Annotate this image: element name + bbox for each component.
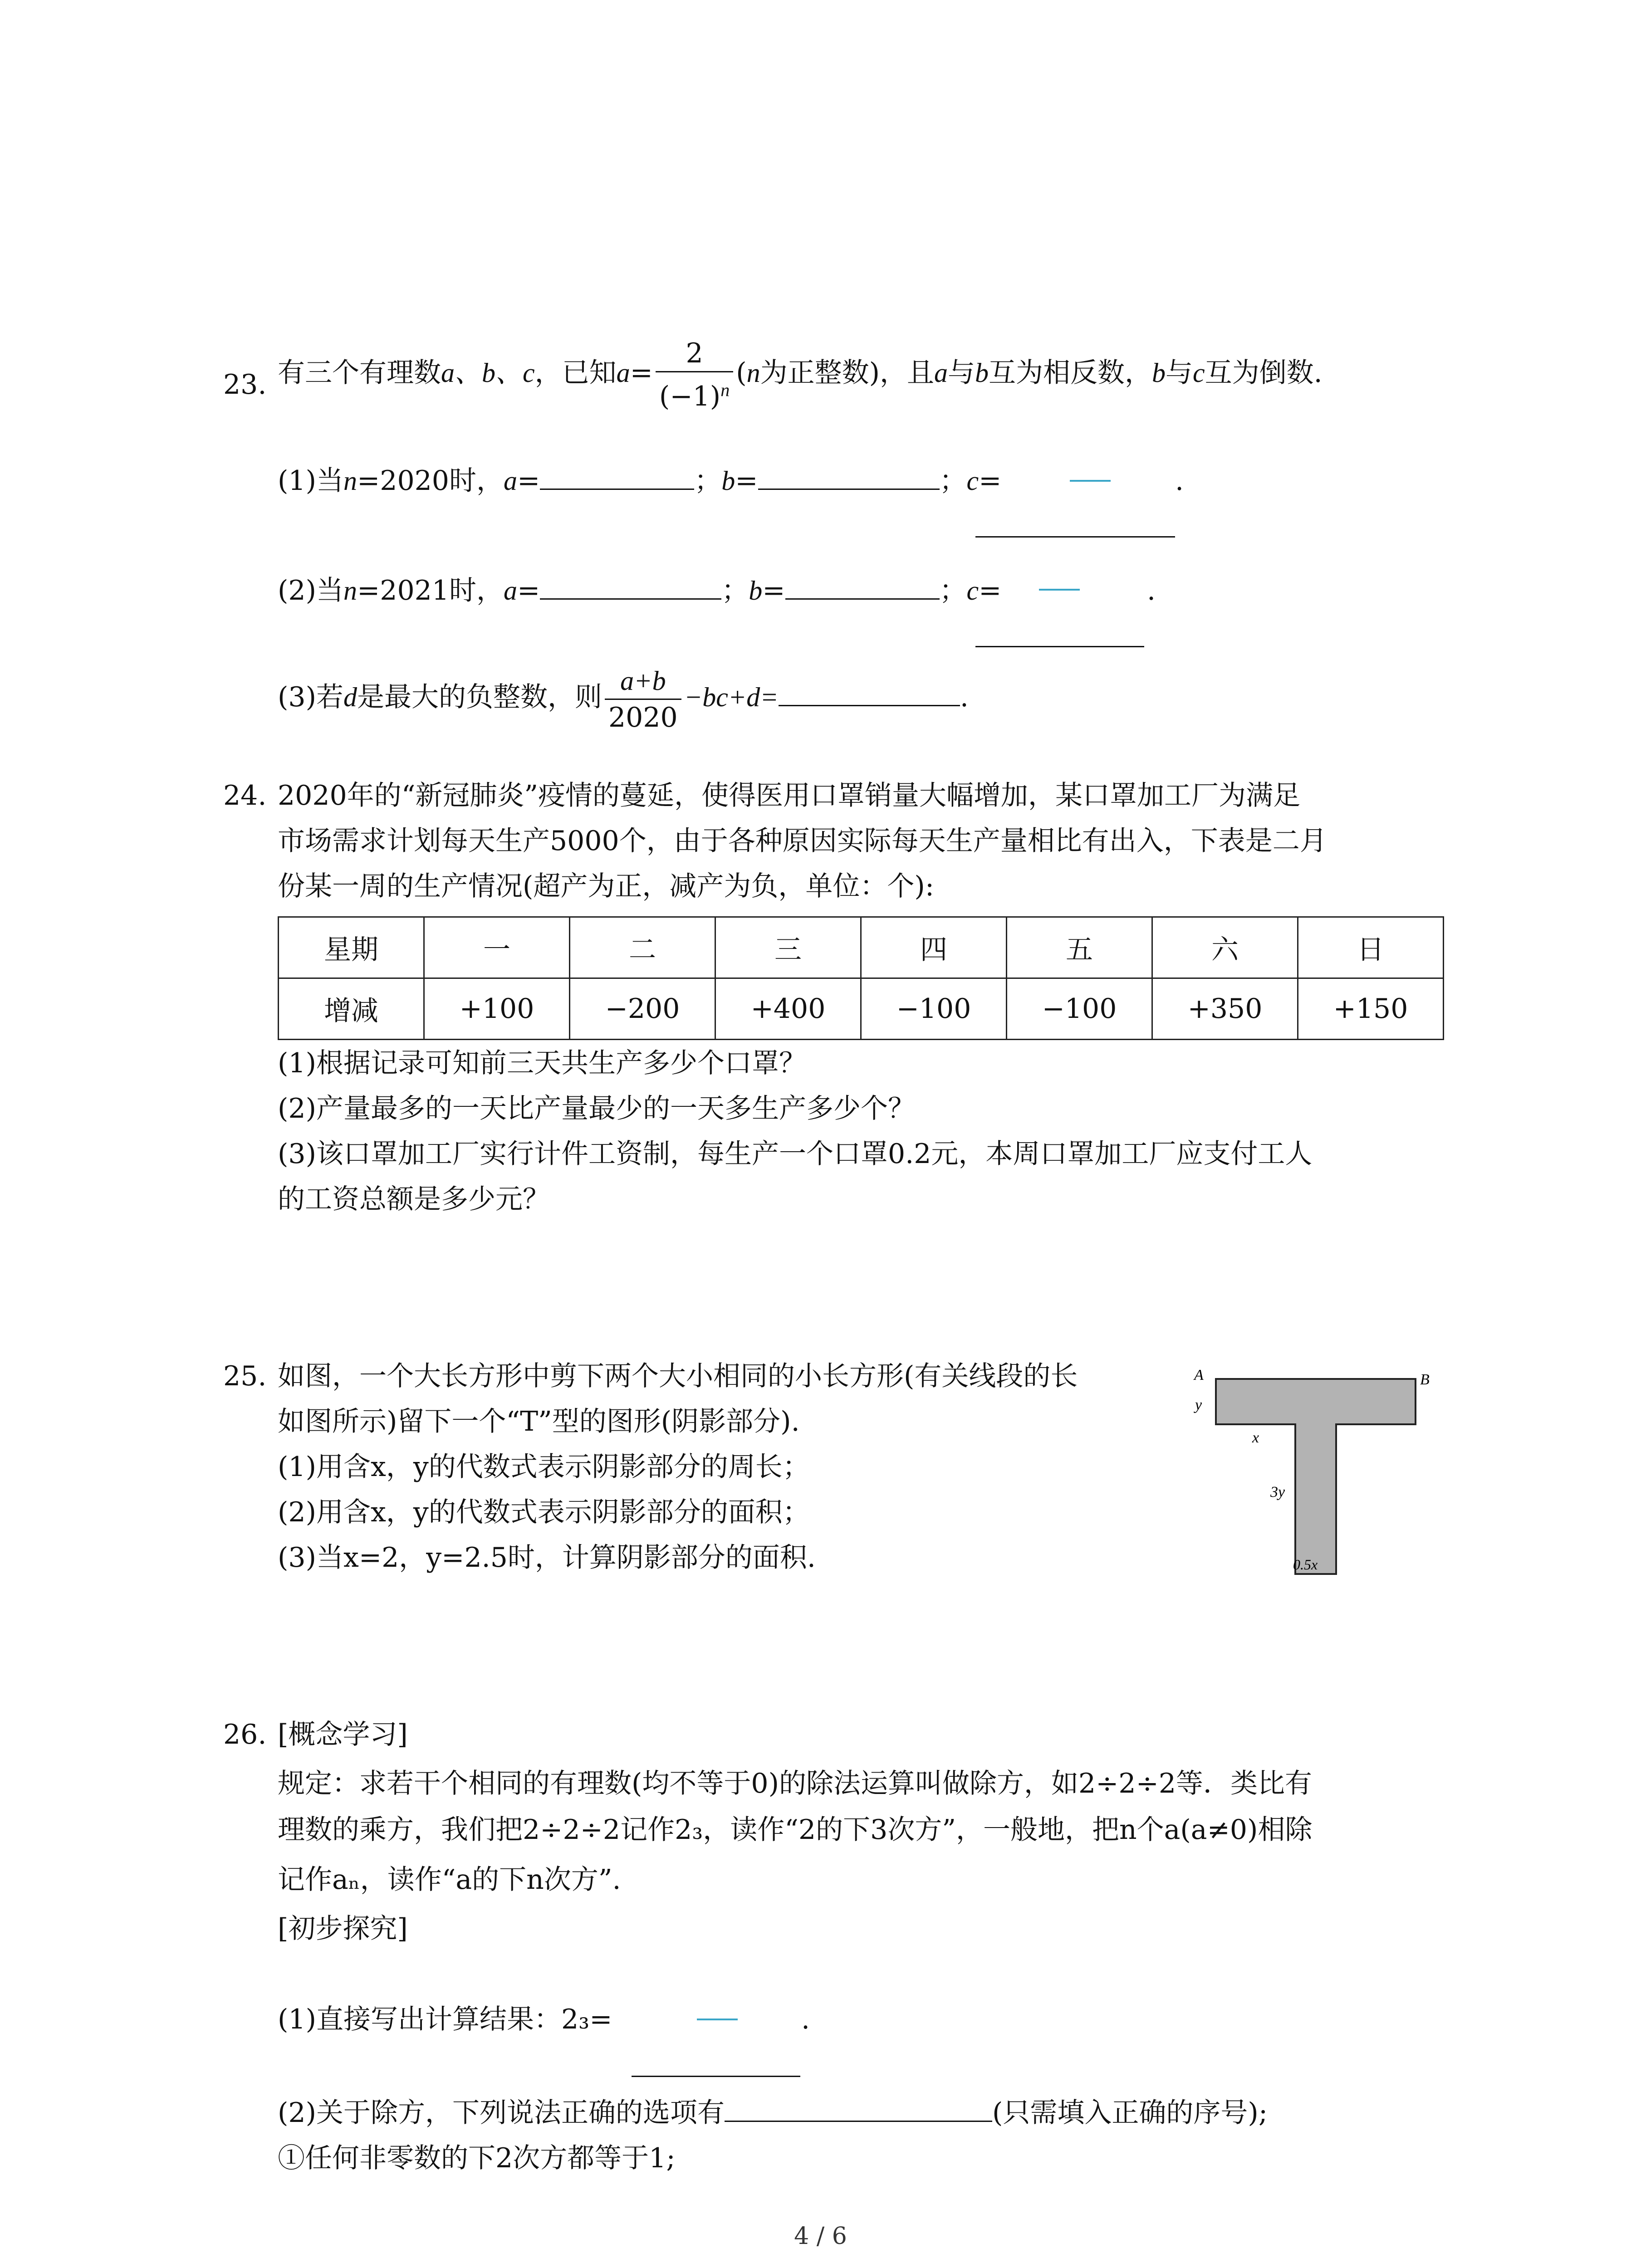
q26-line1: 规定：求若干个相同的有理数(均不等于0)的除法运算叫做除方，如2÷2÷2等．类比有 (278, 1768, 1313, 1799)
table-cell-day: 三 (715, 917, 861, 978)
q26-p1-answer-dash (697, 2019, 738, 2020)
table-row-days (279, 917, 1444, 978)
t-shape-figure (1180, 1356, 1452, 1592)
q25-sub2: (2)用含x，y的代数式表示阴影部分的面积； (278, 1496, 810, 1528)
q23-part2: (2)当n=2021时，a= ；b= ；c= (278, 572, 1001, 610)
q26-p2-blank[interactable] (725, 2095, 992, 2122)
table-cell-value: −100 (1007, 978, 1152, 1040)
q24-line1: 2020年的“新冠肺炎”疫情的蔓延，使得医用口罩销量大幅增加，某口罩加工厂为满足 (278, 780, 1301, 811)
q23-p2-c-blank[interactable] (975, 646, 1144, 647)
label-0-5x: 0.5x (1293, 1556, 1318, 1573)
label-b: B (1420, 1371, 1430, 1388)
page-number: 4 / 6 (794, 2223, 847, 2250)
q25-line2: 如图所示)留下一个“T”型的图形(阴影部分). (278, 1406, 800, 1437)
q26-p1-blank[interactable] (632, 2076, 800, 2077)
exam-page: 23. 有三个有理数a、b、c，已知a= $\frac{2}{(-1)^n}$ (n为正整数)，且a与b互为相反数，b与c互为倒数. (1)当n=2020时，a= ；b= ；c= . (2)当n=2021时，a= ；b= ；c= . (3)若d是最大的负整数，则 $\frac{a+b}{2020}$ −bc+d= . 24. 2020年的“新冠肺炎”疫情的蔓延，使得医用口罩销量大幅增加，某口罩加工厂为满足 市场需求计划每天生产5000个，由于各种原因实际每天生产量相比有出入，下表是二月 份某一周的生产情况(超产为正，减产为负，单位：个): 星期 一 二 三 四 五 六 日 增减 +100 −200 +400 −100 −100 +350 +150 (1)根据记录可知前三天共生产多少个口罩？ (2)产量最多的一天比产量最少的一天多生产多少个？ (3)该口罩加工厂实行计件工资制，每生产一个口罩0.2元，本周口罩加工厂应支付工人 的工资总额是多少元？ 25. 如图，一个大长方形中剪下两个大小相同的小长方形(有关线段的长 如图所示)留下一个“T”型的图形(阴影部分). (1)用含x，y的代数式表示阴影部分的周长； (2)用含x，y的代数式表示阴影部分的面积； (3)当x=2，y=2.5时，计算阴影部分的面积. A B y x 3y 0.5x 26. [概念学习] 规定：求若干个相同的有理数(均不等于0)的除法运算叫做除方，如2÷2÷2等．类比有 理数的乘方，我们把2÷2÷2记作2₃，读作“2的下3次方”，一般地，把n个a(a≠0)相除 记作aₙ，读作“a的下n次方”. [初步探究] (1)直接写出计算结果：2₃= . (2)关于除方，下列说法正确的选项有 (只需填入正确的序号); ①任何非零数的下2次方都等于1; 4 / 6 (0, 0, 1641, 2268)
table-cell-value: +350 (1152, 978, 1298, 1040)
table-cell-value: −100 (861, 978, 1007, 1040)
q23-p1-b-blank[interactable] (758, 463, 940, 490)
q24-sub1: (1)根据记录可知前三天共生产多少个口罩？ (278, 1047, 806, 1079)
table-header-change: 增减 (279, 978, 424, 1040)
q24-sub3a: (3)该口罩加工厂实行计件工资制，每生产一个口罩0.2元，本周口罩加工厂应支付工人 (278, 1138, 1313, 1170)
q23-part1: (1)当n=2020时，a= ；b= ；c= (278, 462, 1001, 500)
q23-p2-a-blank[interactable] (540, 573, 721, 600)
q26-part2: (2)关于除方，下列说法正确的选项有 (只需填入正确的序号); (278, 2094, 1268, 2132)
q23-p3-fraction: $\frac{a+b}{2020}$ (605, 663, 681, 735)
table-header-weekday: 星期 (279, 917, 424, 978)
label-a: A (1194, 1367, 1204, 1383)
q25-sub3: (3)当x=2，y=2.5时，计算阴影部分的面积. (278, 1542, 816, 1574)
q24-number: 24. (223, 780, 267, 811)
label-x: x (1252, 1429, 1259, 1446)
table-cell-day: 一 (424, 917, 570, 978)
q26-part1: (1)直接写出计算结果：2₃= (278, 2004, 612, 2035)
q23-p1-c-blank[interactable] (975, 536, 1175, 538)
table-cell-value: +150 (1298, 978, 1444, 1040)
q25-line1: 如图，一个大长方形中剪下两个大小相同的小长方形(有关线段的长 (278, 1360, 1078, 1392)
table-cell-day: 日 (1298, 917, 1444, 978)
table-cell-day: 二 (570, 917, 715, 978)
q26-explore-title: [初步探究] (278, 1913, 408, 1945)
table-cell-day: 六 (1152, 917, 1298, 978)
q23-p2-b-blank[interactable] (785, 573, 940, 600)
q24-line2: 市场需求计划每天生产5000个，由于各种原因实际每天生产量相比有出入，下表是二月 (278, 825, 1327, 857)
q23-part3: (3)若d是最大的负整数，则 $\frac{a+b}{2020}$ −bc+d= . (278, 663, 969, 735)
q26-option1: ①任何非零数的下2次方都等于1; (278, 2142, 676, 2174)
q26-concept-title: [概念学习] (278, 1719, 408, 1750)
q26-line3: 记作aₙ，读作“a的下n次方”. (278, 1864, 621, 1896)
t-shape-shaded (1216, 1379, 1416, 1574)
q23-p3-blank[interactable] (779, 679, 960, 706)
table-cell-value: +400 (715, 978, 861, 1040)
q23-number: 23. (223, 369, 267, 401)
q26-line2: 理数的乘方，我们把2÷2÷2记作2₃，读作“2的下3次方”，一般地，把n个a(a≠0)相除 (278, 1814, 1313, 1846)
table-cell-value: −200 (570, 978, 715, 1040)
q26-number: 26. (223, 1719, 267, 1750)
table-cell-value: +100 (424, 978, 570, 1040)
q23-stem: 有三个有理数a、b、c，已知a= $\frac{2}{(-1)^n}$ (n为正整数)，且a与b互为相反数，b与c互为倒数. (278, 336, 1323, 414)
label-y: y (1195, 1397, 1202, 1413)
q24-sub3b: 的工资总额是多少元？ (278, 1183, 550, 1215)
production-table (278, 916, 1444, 1040)
q24-sub2: (2)产量最多的一天比产量最少的一天多生产多少个？ (278, 1093, 915, 1124)
label-3y: 3y (1270, 1484, 1285, 1501)
q23-p1-c-answer-dash (1070, 480, 1111, 482)
q23-vars: a、b、c (441, 358, 535, 388)
q23-fraction: $\frac{2}{(-1)^n}$ (656, 336, 733, 414)
q25-sub1: (1)用含x，y的代数式表示阴影部分的周长； (278, 1451, 810, 1483)
q25-number: 25. (223, 1360, 267, 1392)
q24-line3: 份某一周的生产情况(超产为正，减产为负，单位：个): (278, 870, 935, 902)
table-cell-day: 四 (861, 917, 1007, 978)
table-row-change (279, 978, 1444, 1040)
q23-p2-c-answer-dash (1039, 589, 1080, 591)
table-cell-day: 五 (1007, 917, 1152, 978)
q23-p1-a-blank[interactable] (540, 463, 694, 490)
